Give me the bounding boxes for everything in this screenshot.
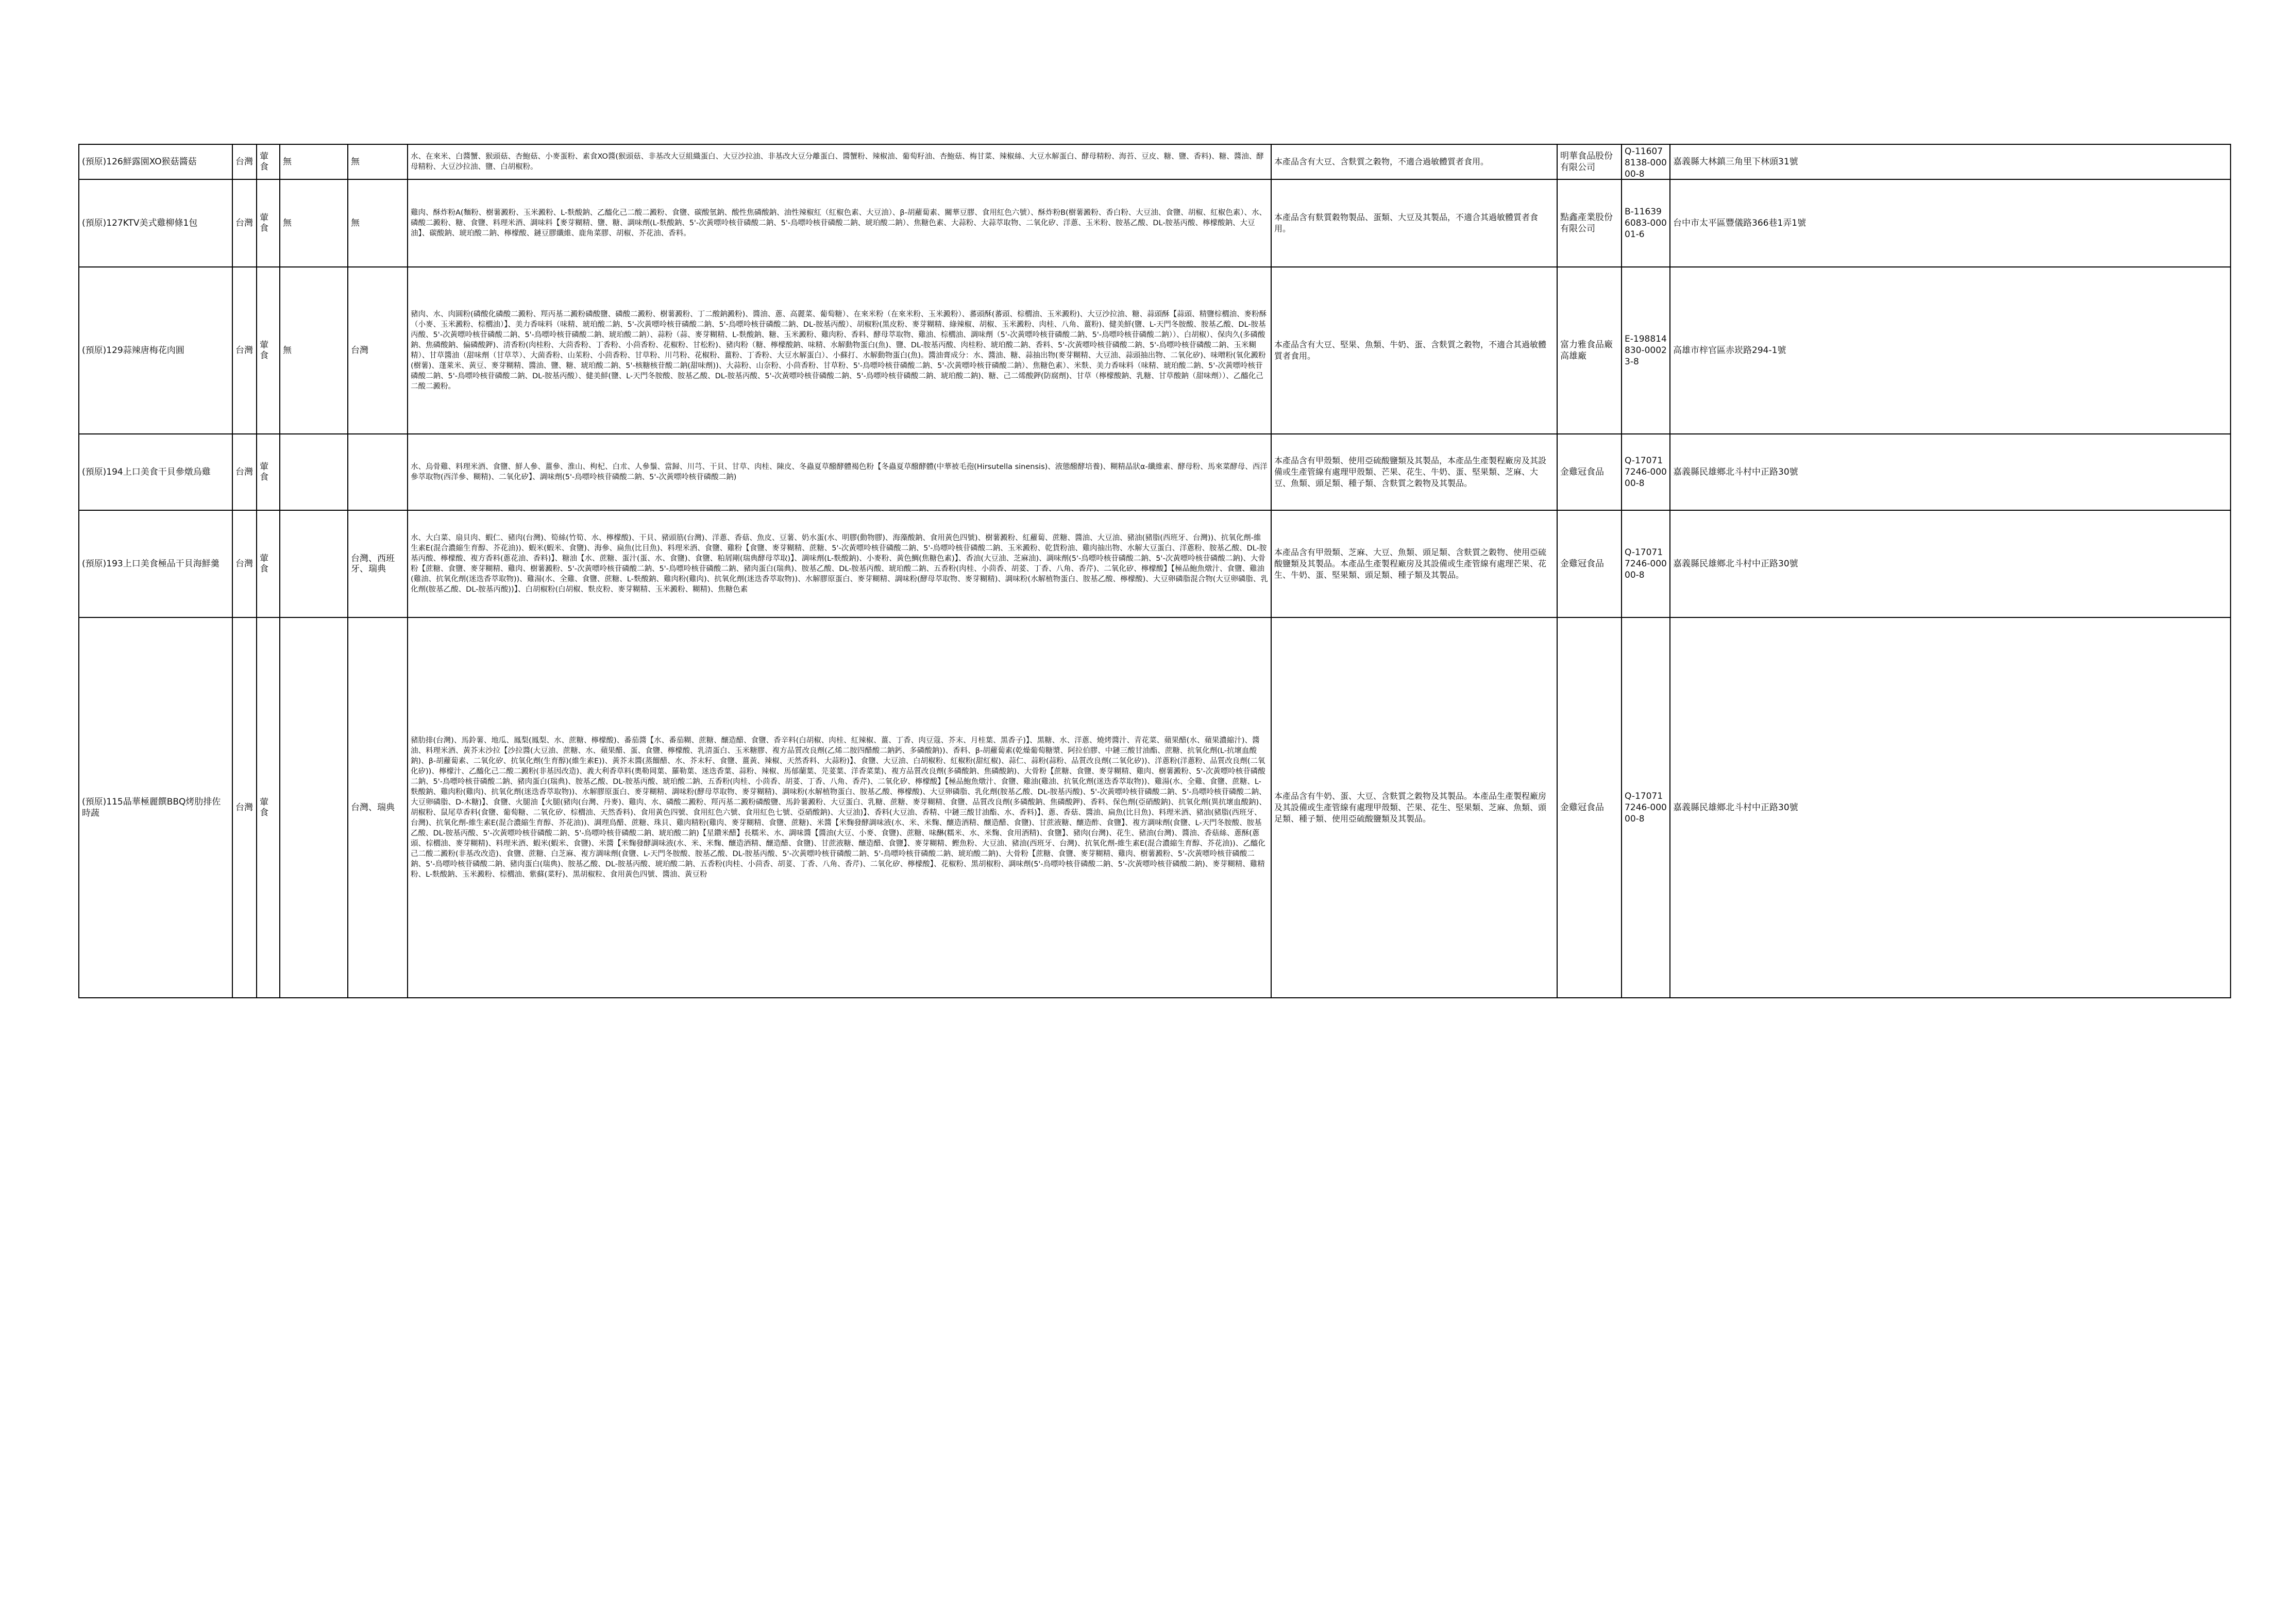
meat-origin — [348, 617, 408, 998]
gmo-info — [280, 434, 348, 510]
ingredients-list — [408, 434, 1271, 510]
company-address-text: 嘉義縣大林鎮三角里下林頭31號 — [1673, 157, 1798, 167]
gmo-info — [280, 617, 348, 998]
origin-country-text: 台灣 — [235, 802, 253, 813]
allergen-statement — [1271, 267, 1557, 434]
ingredients-list — [408, 144, 1271, 179]
ingredients-list-text: 雞肉、酥炸粉A(麵粉、樹薯澱粉、玉米澱粉、L-麩酸鈉、乙醯化己二酸二澱粉、食鹽、碳酸氫鈉、酸性焦磷酸鈉、油性辣椒紅（紅椒色素、大豆油）、β-胡蘿蔔素、關華豆膠、食用紅色六號）、酥炸粉B(樹薯澱粉、香白粉、大豆油、食鹽、胡椒、紅椒色素）、水、磷酸二澱粉、糖、食鹽、料理米酒、調味料【麥芽糊精、鹽、糖、調味劑(L-麩酸鈉、5'-次黃嘌呤核苷磷酸二鈉、5'-鳥嘌呤核苷磷酸二鈉、琥珀酸二鈉）、焦糖色素、大蒜粉、大蒜萃取物、二氧化矽、洋蔥、玉米粉、胺基乙酸、DL-胺基丙酸、檸檬酸鈉、大豆油】、碳酸鈉、琥珀酸二鈉、檸檬酸、鏈豆膠纖維、鹿角菜膠、胡椒、芥花油、香料。 — [411, 209, 1267, 238]
product-name — [79, 144, 232, 179]
company-address — [1670, 267, 2231, 434]
product-name-text: (預原)115晶華極麗饌BBQ烤肋排佐時蔬 — [82, 797, 221, 818]
company-address — [1670, 144, 2231, 179]
gmo-info — [280, 510, 348, 617]
product-name-text: (預原)129蒜辣唐梅花肉圓 — [82, 345, 184, 356]
origin-country-text: 台灣 — [235, 345, 253, 356]
gmo-info — [280, 267, 348, 434]
registration-code — [1622, 510, 1670, 617]
meat-origin-text: 無 — [351, 157, 360, 167]
allergen-statement-text: 本產品含有牛奶、蛋、大豆、含麩質之穀物及其製品。本產品生產製程廠房及其設備或生產管線有處理甲殼類、芒果、花生、堅果類、芝麻、魚類、頭足類、種子類、使用亞硫酸鹽類及其製品。 — [1274, 791, 1547, 824]
food-category-text: 葷食 — [260, 797, 268, 818]
company-address-text: 嘉義縣民雄鄉北斗村中正路30號 — [1673, 559, 1798, 569]
ingredients-list — [408, 510, 1271, 617]
registration-code-text: Q-170717246-00000-8 — [1625, 456, 1667, 489]
table-row — [79, 617, 2231, 998]
origin-country-text: 台灣 — [235, 467, 253, 477]
food-category — [257, 179, 280, 267]
company-address-text: 嘉義縣民雄鄉北斗村中正路30號 — [1673, 467, 1798, 477]
origin-country — [232, 179, 257, 267]
registration-code — [1622, 617, 1670, 998]
food-category-text: 葷食 — [260, 554, 268, 574]
origin-country-text: 台灣 — [235, 559, 253, 569]
food-category — [257, 617, 280, 998]
allergen-statement — [1271, 144, 1557, 179]
origin-country — [232, 267, 257, 434]
company-name-text: 明華食品股份有限公司 — [1560, 151, 1613, 173]
company-address-text: 高雄市梓官區赤崁路294-1號 — [1673, 345, 1786, 356]
allergen-statement-text: 本產品含有麩質穀物製品、蛋類、大豆及其製品，不適合其過敏體質者食用。 — [1274, 212, 1539, 233]
product-name — [79, 617, 232, 998]
company-address — [1670, 510, 2231, 617]
allergen-statement — [1271, 434, 1557, 510]
company-name-text: 金雞冠食品 — [1560, 802, 1604, 813]
registration-code — [1622, 267, 1670, 434]
gmo-info-text: 無 — [283, 218, 292, 228]
company-name-text: 金雞冠食品 — [1560, 559, 1604, 569]
company-address — [1670, 179, 2231, 267]
meat-origin — [348, 267, 408, 434]
origin-country — [232, 617, 257, 998]
gmo-info-text: 無 — [283, 157, 292, 167]
company-name — [1557, 434, 1622, 510]
origin-country-text: 台灣 — [235, 157, 253, 167]
food-category — [257, 267, 280, 434]
product-name — [79, 179, 232, 267]
table-row — [79, 179, 2231, 267]
allergen-statement-text: 本產品含有甲殼類、芝麻、大豆、魚類、頭足類、含麩質之穀物、使用亞硫酸鹽類及其製品。本產品生產製程廠房及其設備或生產管線有處理芒果、花生、牛奶、蛋、堅果類、頭足類、種子類及其製品。 — [1274, 547, 1547, 580]
ingredients-list — [408, 267, 1271, 434]
company-name-text: 金雞冠食品 — [1560, 467, 1604, 477]
company-name-text: 富力雅食品廠 高雄廠 — [1560, 340, 1613, 361]
company-name — [1557, 267, 1622, 434]
gmo-info-text: 無 — [283, 345, 292, 356]
origin-country-text: 台灣 — [235, 218, 253, 228]
product-name-text: (預原)194上口美食干貝參燉烏雞 — [82, 467, 211, 477]
company-address-text: 台中市太平區豐儀路366巷1弄1號 — [1673, 218, 1807, 228]
ingredients-list-text: 水、在來米、白醬蟹、猴頭菇、杏鮑菇、小麥蛋粉、素食XO醬(猴頭菇、非基改大豆組織蛋白、大豆沙拉油、非基改大豆分離蛋白、醬蟹粉、辣椒油、葡萄籽油、杏鮑菇、梅甘菜、辣椒絲、大豆水解蛋白、酵母精粉、海苔、豆皮、糖、鹽、香料)、糖、醬油、酵母精粉、大豆沙拉油、鹽、白胡椒粉。 — [411, 153, 1264, 171]
food-category-text: 葷食 — [260, 340, 268, 361]
ingredients-list — [408, 179, 1271, 267]
ingredients-list-text: 水、烏骨雞、料理米酒、食鹽、鮮人參、薑參、淮山、枸杞、白朮、人參鬚、當歸、川芎、干貝、甘草、肉桂、陳皮、冬蟲夏草醱酵體褐色粉【冬蟲夏草醱酵體(中華被毛孢(Hirsutella sinensis)、液態醱酵培養)、糊精晶狀α-纖維素、酵母粉、馬來菜酵母、西洋參萃取物(西洋參、糊精)、二氧化矽】、調味劑(5'-鳥嘌呤核苷磷酸二鈉、5'-次黃嘌呤核苷磷酸二鈉) — [411, 463, 1268, 481]
food-category-text: 葷食 — [260, 152, 268, 172]
product-table — [78, 144, 2231, 998]
origin-country — [232, 434, 257, 510]
ingredients-list-text: 水、大白菜、扇貝肉、蝦仁、豬肉(台灣)、筍絲(竹筍、水、檸檬酸)、干貝、豬頭筋(台灣)、洋蔥、香菇、魚皮、豆薯、奶水蛋(水、明膠(動物膠)、海藻酸鈉、食用黃色四號)、樹薯澱粉、紅蘿蔔、蔗糖、醬油、大豆油、豬油(豬脂(西班牙、台灣))、抗氧化劑-維生素E(混合濃縮生育醇、芥花油))、蝦米(蝦米、食鹽)、海參、扁魚(比目魚)、料理米酒、食鹽、雞粉【食鹽、麥芽糊精、蔗糖、5'-次黃嘌呤核苷磷酸二鈉、5'-鳥嘌呤核苷磷酸二鈉、玉米澱粉、乾貨粉油、雞肉抽出物、水解大豆蛋白、洋蔥粉、胺基乙酸、DL-胺基丙酸、檸檬酸、複方香料(蔥花油、香料)】、糖油【水、蔗糖、蛋汁(蛋、水、食鹽)、食鹽、粕屑剛(瑞典酵母萃取)】、調味劑(L-麩酸鈉)、小麥粉、黃色鯛(焦糖色素)】、香油(大豆油、芝麻油)、調味劑(5'-鳥嘌呤核苷磷酸二鈉、5'-次黃嘌呤核苷磷酸二鈉)、大骨粉【蔗糖、食鹽、麥芽糊精、雞肉、樹薯澱粉、5'-次黃嘌呤核苷磷酸二鈉、5'-鳥嘌呤核苷磷酸二鈉、豬肉蛋白(瑞典)、胺基乙酸、DL-胺基丙酸、琥珀酸二鈉、五香粉(肉桂、小茴香、胡荽、丁香、八角、香芹)、二氧化矽、檸檬酸】【極品鮑魚燉汁、食鹽、雞油(雞油、抗氧化劑(迷迭香萃取物))、雞湯(水、全雞、食鹽、蔗糖、L-麩酸鈉、雞肉粉(雞肉)、抗氧化劑(迷迭香萃取物))、水解膠原蛋白、麥芽糊精、調味粉(酵母萃取物、麥芽糊精)、調味粉(水解植物蛋白、胺基乙酸、檸檬酸)、大豆卵磷脂混合物(大豆卵磷脂、乳化劑(胺基乙酸、DL-胺基丙酸))】、白胡椒粉(白胡椒、麩皮粉、麥芽糊精、玉米澱粉、糊精)、焦糖色素 — [411, 534, 1268, 594]
meat-origin-text: 無 — [351, 218, 360, 228]
ingredients-list-text: 豬肉、水、肉圓粉(磷酸化磷酸二澱粉、羥丙基二澱粉磷酸鹽、磷酸二澱粉、樹薯澱粉、丁二酸鈉澱粉)、醬油、蔥、高麗菜、葡萄糖）、在來米粉（在來米粉、玉米澱粉）、蕃頭酥(蕃頭、棕櫚油、玉米澱粉)、大豆沙拉油、糖、蒜頭酥【蒜頭、精鹽棕櫚油、麥粉酥（小麥、玉米澱粉、棕櫚油）】、美力香味料（味精、琥珀酸二鈉、5'-次黃嘌呤核苷磷酸二鈉、5'-鳥嘌呤核苷磷酸二鈉、DL-胺基丙酸）、胡椒粉(黑皮粉、麥芽糊精、綠辣椒、胡椒、玉米澱粉、肉桂、八角、薑粉)、健美鮮(鹽、L-天門冬胺酸、胺基乙酸、DL-胺基丙酸、5'-次黃嘌呤核苷磷酸二鈉、5'-鳥嘌呤核苷磷酸二鈉、琥珀酸二鈉）、蒜粉（蒜、麥芽糊精、L-麩酸鈉、糖、玉米澱粉、雞肉粉、香料、酵母萃取物、雞油、棕櫚油、調味劑（5'-次黃嘌呤核苷磷酸二鈉、5'-鳥嘌呤核苷磷酸二鈉））、白胡椒）、保肉久(多磷酸鈉、焦磷酸鈉、偏磷酸鉀)、清香粉(肉桂粉、大茴香粉、丁香粉、小茴香粉、花椒粉、甘松粉)、豬肉粉（糖、檸檬酸鈉、味精、水解動物蛋白(魚)、鹽、DL-胺基丙酸、肉桂粉、琥珀酸二鈉、香料、5'-次黃嘌呤核苷磷酸二鈉、5'-鳥嘌呤核苷磷酸二鈉、玉米糊精）、甘草醬油（甜味劑（甘草萃）、大菌香粉、山茱粉、小茴香粉、甘草粉、川芎粉、花椒粉、薑粉、丁香粉、大豆水解蛋白）、小蘇打、水解動物蛋白(魚)。醬油膏成分：水、醬油、糖、蒜抽出物(麥芽糊精、大豆油、蒜頭抽出物、二氧化矽)、味噌粉(氧化澱粉(樹薯)、蓬萊米、黃豆、麥芽糊精、醬油、鹽、糖、琥珀酸二鈉、5'-核糖核苷酸二鈉(甜味劑))、大蒜粉、山奈粉、小茴香粉、甘草粉、5'-鳥嘌呤核苷磷酸二鈉、5'-次黃嘌呤核苷磷酸二鈉）、焦糖色素）、米麩、美力香味料（味精、琥珀酸二鈉、5'-次黃嘌呤核苷磷酸二鈉、5'-鳥嘌呤核苷磷酸二鈉、DL-胺基丙酸）、健美鮮(鹽、L-天門冬胺酸、胺基乙酸、DL-胺基丙酸、5'-次黃嘌呤核苷磷酸二鈉、5'-鳥嘌呤核苷磷酸二鈉、琥珀酸二鈉)、糖、己二烯酸鉀(防腐劑)、甘草（檸檬酸鈉、乳糖、甘草酸鈉（甜味劑））、乙醯化己二酸二澱粉。 — [411, 310, 1267, 391]
table-body — [79, 144, 2231, 998]
meat-origin — [348, 510, 408, 617]
registration-code-text: E-198814830-00023-8 — [1625, 334, 1667, 367]
product-name — [79, 267, 232, 434]
ingredients-list — [408, 617, 1271, 998]
registration-code-text: Q-116078138-00000-8 — [1625, 146, 1667, 178]
allergen-statement — [1271, 510, 1557, 617]
company-name — [1557, 179, 1622, 267]
origin-country — [232, 510, 257, 617]
allergen-statement-text: 本產品含有甲殼類、使用亞硫酸鹽類及其製品，本產品生產製程廠房及其設備或生產管線有處理甲殼類、芒果、花生、牛奶、蛋、堅果類、芝麻、大豆、魚類、頭足類、種子類、含麩質之穀物及其製品。 — [1274, 456, 1547, 488]
table-row — [79, 510, 2231, 617]
product-name-text: (預原)127KTV美式雞柳條1包 — [82, 218, 198, 228]
origin-country — [232, 144, 257, 179]
registration-code — [1622, 179, 1670, 267]
allergen-statement — [1271, 179, 1557, 267]
meat-origin-text: 台灣、瑞典 — [351, 802, 395, 813]
company-address — [1670, 434, 2231, 510]
allergen-statement — [1271, 617, 1557, 998]
meat-origin — [348, 144, 408, 179]
product-name — [79, 510, 232, 617]
company-name — [1557, 510, 1622, 617]
product-name-text: (預原)126鮮露園XO猴菇醬菇 — [82, 157, 197, 167]
company-name — [1557, 617, 1622, 998]
table-row — [79, 144, 2231, 179]
product-name-text: (預原)193上口美食極品干貝海鮮羹 — [82, 559, 220, 569]
ingredients-list-text: 豬肋排(台灣)、馬鈴薯、地瓜、鳳梨(鳳梨、水、蔗糖、檸檬酸)、番茄醬【水、番茄糊、蔗糖、釀造醋、食鹽、香辛料(白胡椒、肉桂、紅辣椒、薑、丁香、肉豆蔻、芥末、月桂葉、黑香子)】、黑糖、水、洋蔥、燒烤醬汁、青花菜、蘋果醋(水、蘋果濃縮汁)、醬油、料理米酒、黃芥末沙拉【沙拉醬(大豆油、蔗糖、水、蘋果醋、蛋、食鹽、檸檬酸、乳清蛋白、玉米糖膠、複方品質改良劑(乙烯二胺四醋酸二鈉鈣、多磷酸鈉))、香料、β-胡蘿蔔素(乾燥葡萄糖漿、阿拉伯膠、中鏈三酸甘油酯、蔗糖、抗氧化劑(L-抗壞血酸鈉)、β-胡蘿蔔素、二氧化矽、抗氧化劑(生育醇)(維生素E))、黃芥末醬(蒸餾醋、水、芥末籽、食鹽、薑黃、辣椒、天然香料、大蒜粉)】、食鹽、大豆油、白胡椒粉、紅椒粉(甜紅椒)、蒜仁、蒜粉(蒜粉、品質改良劑(二氧化矽))、洋蔥粉(洋蔥粉、品質改良劑(二氧化矽))、檸檬汁、乙醯化己二酸二澱粉(非基因改造)、義大利香草料(奧勒岡葉、羅勒葉、迷迭香葉、蒜粉、辣椒、馬郁蘭葉、芫荽葉、洋香菜葉)、複方品質改良劑(多磷酸鈉、焦磷酸鈉)、大骨粉【蔗糖、食鹽、麥芽糊精、雞肉、樹薯澱粉、5'-次黃嘌呤核苷磷酸二鈉、5'-鳥嘌呤核苷磷酸二鈉、豬肉蛋白(瑞典)、胺基乙酸、DL-胺基丙酸、琥珀酸二鈉、五香粉(肉桂、小茴香、胡荽、丁香、八角、香芹)、二氧化矽、檸檬酸】【極品鮑魚燉汁、食鹽、雞油(雞油、抗氧化劑(迷迭香萃取物))、雞湯(水、全雞、食鹽、蔗糖、L-麩酸鈉、雞肉粉(雞肉)、抗氧化劑(迷迭香萃取物))、水解膠原蛋白、麥芽糊精、調味粉(酵母萃取物、麥芽糊精)、調味粉(水解植物蛋白、胺基乙酸、檸檬酸)、大豆卵磷脂、乳化劑(胺基乙酸、DL-胺基丙酸)、5'-次黃嘌呤核苷磷酸二鈉、5'-鳥嘌呤核苷磷酸二鈉、大豆卵磷脂、D-木糖)】、食鹽、火腿油【火腿(豬肉(台灣、丹麥)、雞肉、水、磷酸二澱粉、羥丙基二澱粉磷酸鹽、馬鈴薯澱粉、大豆蛋白、乳糖、蔗糖、麥芽糊精、食鹽、品質改良劑(多磷酸鈉、焦磷酸鉀)、香料、保色劑(亞硝酸鈉)、抗氧化劑(異抗壞血酸鈉)、胡椒粉、鼠尾草香料(食鹽、葡萄糖、二氧化矽、棕櫚油、天然香料)、食用黃色四號、食用紅色六號、食用紅色七號、亞硝酸鈉)、大豆油)】、香料(大豆油、香精、中鏈三酸甘油酯、水、香料)】、蔥、香菇、醬油、扁魚(比目魚)、料理米酒、豬油(豬脂(西班牙、台灣)、抗氧化劑-維生素E(混合濃縮生育醇、芥花油))、調理鳥醋、蔗糖、珠貝、雞肉精粉(雞肉、麥芽糊精、食鹽、蔗糖)、米醬【米麴發酵調味液(水、米、米麴、釀造酒精、釀造醋、食鹽)、甘蔗液糖、釀造酢、食鹽】、複方調味劑(食鹽、L-天門冬胺酸、胺基乙酸、DL-胺基丙酸、5'-次黃嘌呤核苷磷酸二鈉、5'-鳥嘌呤核苷磷酸二鈉、琥珀酸二鈉)【星鑽米醋】長糯米、水、調味醬【醬油(大豆、小麥、食鹽)、蔗糖、味醂(糯米、水、米麴、食用酒精)、食鹽】、豬肉(台灣)、花生、豬油(台灣)、醬油、香菇絲、蔥酥(蔥頭、棕櫚油、麥芽糊精)、料理米酒、蝦米(蝦米、食鹽)、米醬【米麴發酵調味液(水、米、米麴、釀造酒精、釀造醋、食鹽)、甘蔗液糖、釀造醋、食鹽】、麥芽糊精、鰹魚粉、大豆油、豬油(西班牙、台灣)、抗氧化劑-維生素E(混合濃縮生育醇、芥花油))、乙醯化己二酸二澱粉(非基改改造)、食鹽、蔗糖、白芝麻、複方調味劑(食鹽、L-天門冬胺酸、胺基乙酸、DL-胺基丙酸、5'-次黃嘌呤核苷磷酸二鈉、5'-鳥嘌呤核苷磷酸二鈉、琥珀酸二鈉)、大骨粉【蔗糖、食鹽、麥芽糊精、雞肉、樹薯澱粉、5'-次黃嘌呤核苷磷酸二鈉、5'-鳥嘌呤核苷磷酸二鈉、豬肉蛋白(瑞典)、胺基乙酸、DL-胺基丙酸、琥珀酸二鈉、五香粉(肉桂、小茴香、胡荽、丁香、八角、香芹)、二氧化矽、檸檬酸】、花椒粉、黑胡椒粉、調味劑(5'-鳥嘌呤核苷磷酸二鈉、5'-次黃嘌呤核苷磷酸二鈉)、麥芽糊精、雞精粉、L-麩酸鈉、玉米澱粉、棕櫚油、紫蘇(菜籽)、黑胡椒粒、食用黃色四號、醬油、黃豆粉 — [411, 736, 1267, 879]
food-category — [257, 510, 280, 617]
registration-code-text: Q-170717246-00000-8 — [1625, 791, 1667, 824]
food-category — [257, 144, 280, 179]
company-name — [1557, 144, 1622, 179]
company-address — [1670, 617, 2231, 998]
food-category — [257, 434, 280, 510]
meat-origin — [348, 434, 408, 510]
registration-code-text: Q-170717246-00000-8 — [1625, 547, 1667, 580]
registration-code — [1622, 144, 1670, 179]
registration-code — [1622, 434, 1670, 510]
gmo-info — [280, 144, 348, 179]
meat-origin — [348, 179, 408, 267]
company-address-text: 嘉義縣民雄鄉北斗村中正路30號 — [1673, 802, 1798, 813]
company-name-text: 點鑫產業股份有限公司 — [1560, 212, 1613, 234]
table-row — [79, 434, 2231, 510]
allergen-statement-text: 本產品含有大豆、含麩質之穀物，不適合過敏體質者食用。 — [1274, 157, 1489, 166]
allergen-statement-text: 本產品含有大豆、堅果、魚類、牛奶、蛋、含麩質之穀物，不適合其過敏體質者食用。 — [1274, 340, 1547, 361]
meat-origin-text: 台灣、西班牙、瑞典 — [351, 554, 395, 574]
registration-code-text: B-116396083-00001-6 — [1625, 207, 1667, 240]
table-row — [79, 267, 2231, 434]
meat-origin-text: 台灣 — [351, 345, 368, 356]
gmo-info — [280, 179, 348, 267]
food-category-text: 葷食 — [260, 213, 268, 233]
food-category-text: 葷食 — [260, 462, 268, 482]
product-name — [79, 434, 232, 510]
